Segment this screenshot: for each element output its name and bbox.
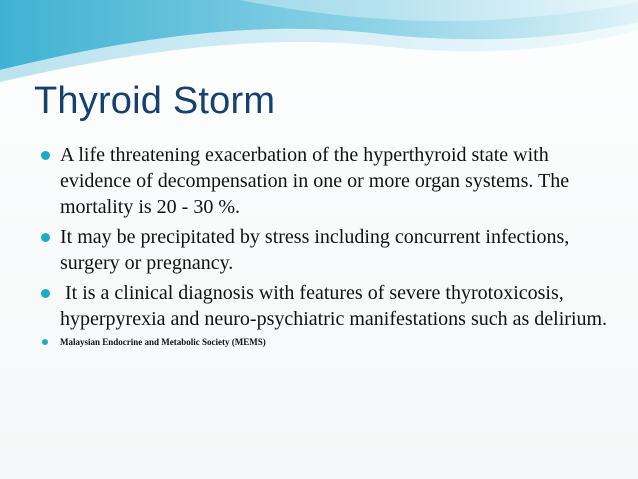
bullet-item [38, 224, 618, 276]
bullet-text: It may be precipitated by stress including concurrent infections, surgery or pregnancy. [60, 226, 570, 274]
source-citation [38, 336, 618, 348]
bullet-list [38, 142, 618, 352]
bullet-dot-icon [42, 339, 48, 345]
header-wave-decoration [0, 0, 638, 90]
bullet-text: It is a clinical diagnosis with features of severe thyrotoxicosis, hyperpyrexia and neuro-psychiatric manifestations such as delirium. [60, 282, 608, 330]
citation-text: Malaysian Endocrine and Metabolic Society (MEMS) [60, 337, 266, 347]
bullet-item [38, 280, 618, 332]
bullet-item [38, 142, 618, 220]
bullet-dot-icon [41, 151, 50, 160]
bullet-dot-icon [41, 233, 50, 242]
bullet-text: A life threatening exacerbation of the hyperthyroid state with evidence of decompensation in one or more organ systems. The mortality is 20 - 30 %. [60, 144, 570, 218]
bullet-dot-icon [41, 289, 50, 298]
slide-title: Thyroid Storm [34, 80, 276, 122]
